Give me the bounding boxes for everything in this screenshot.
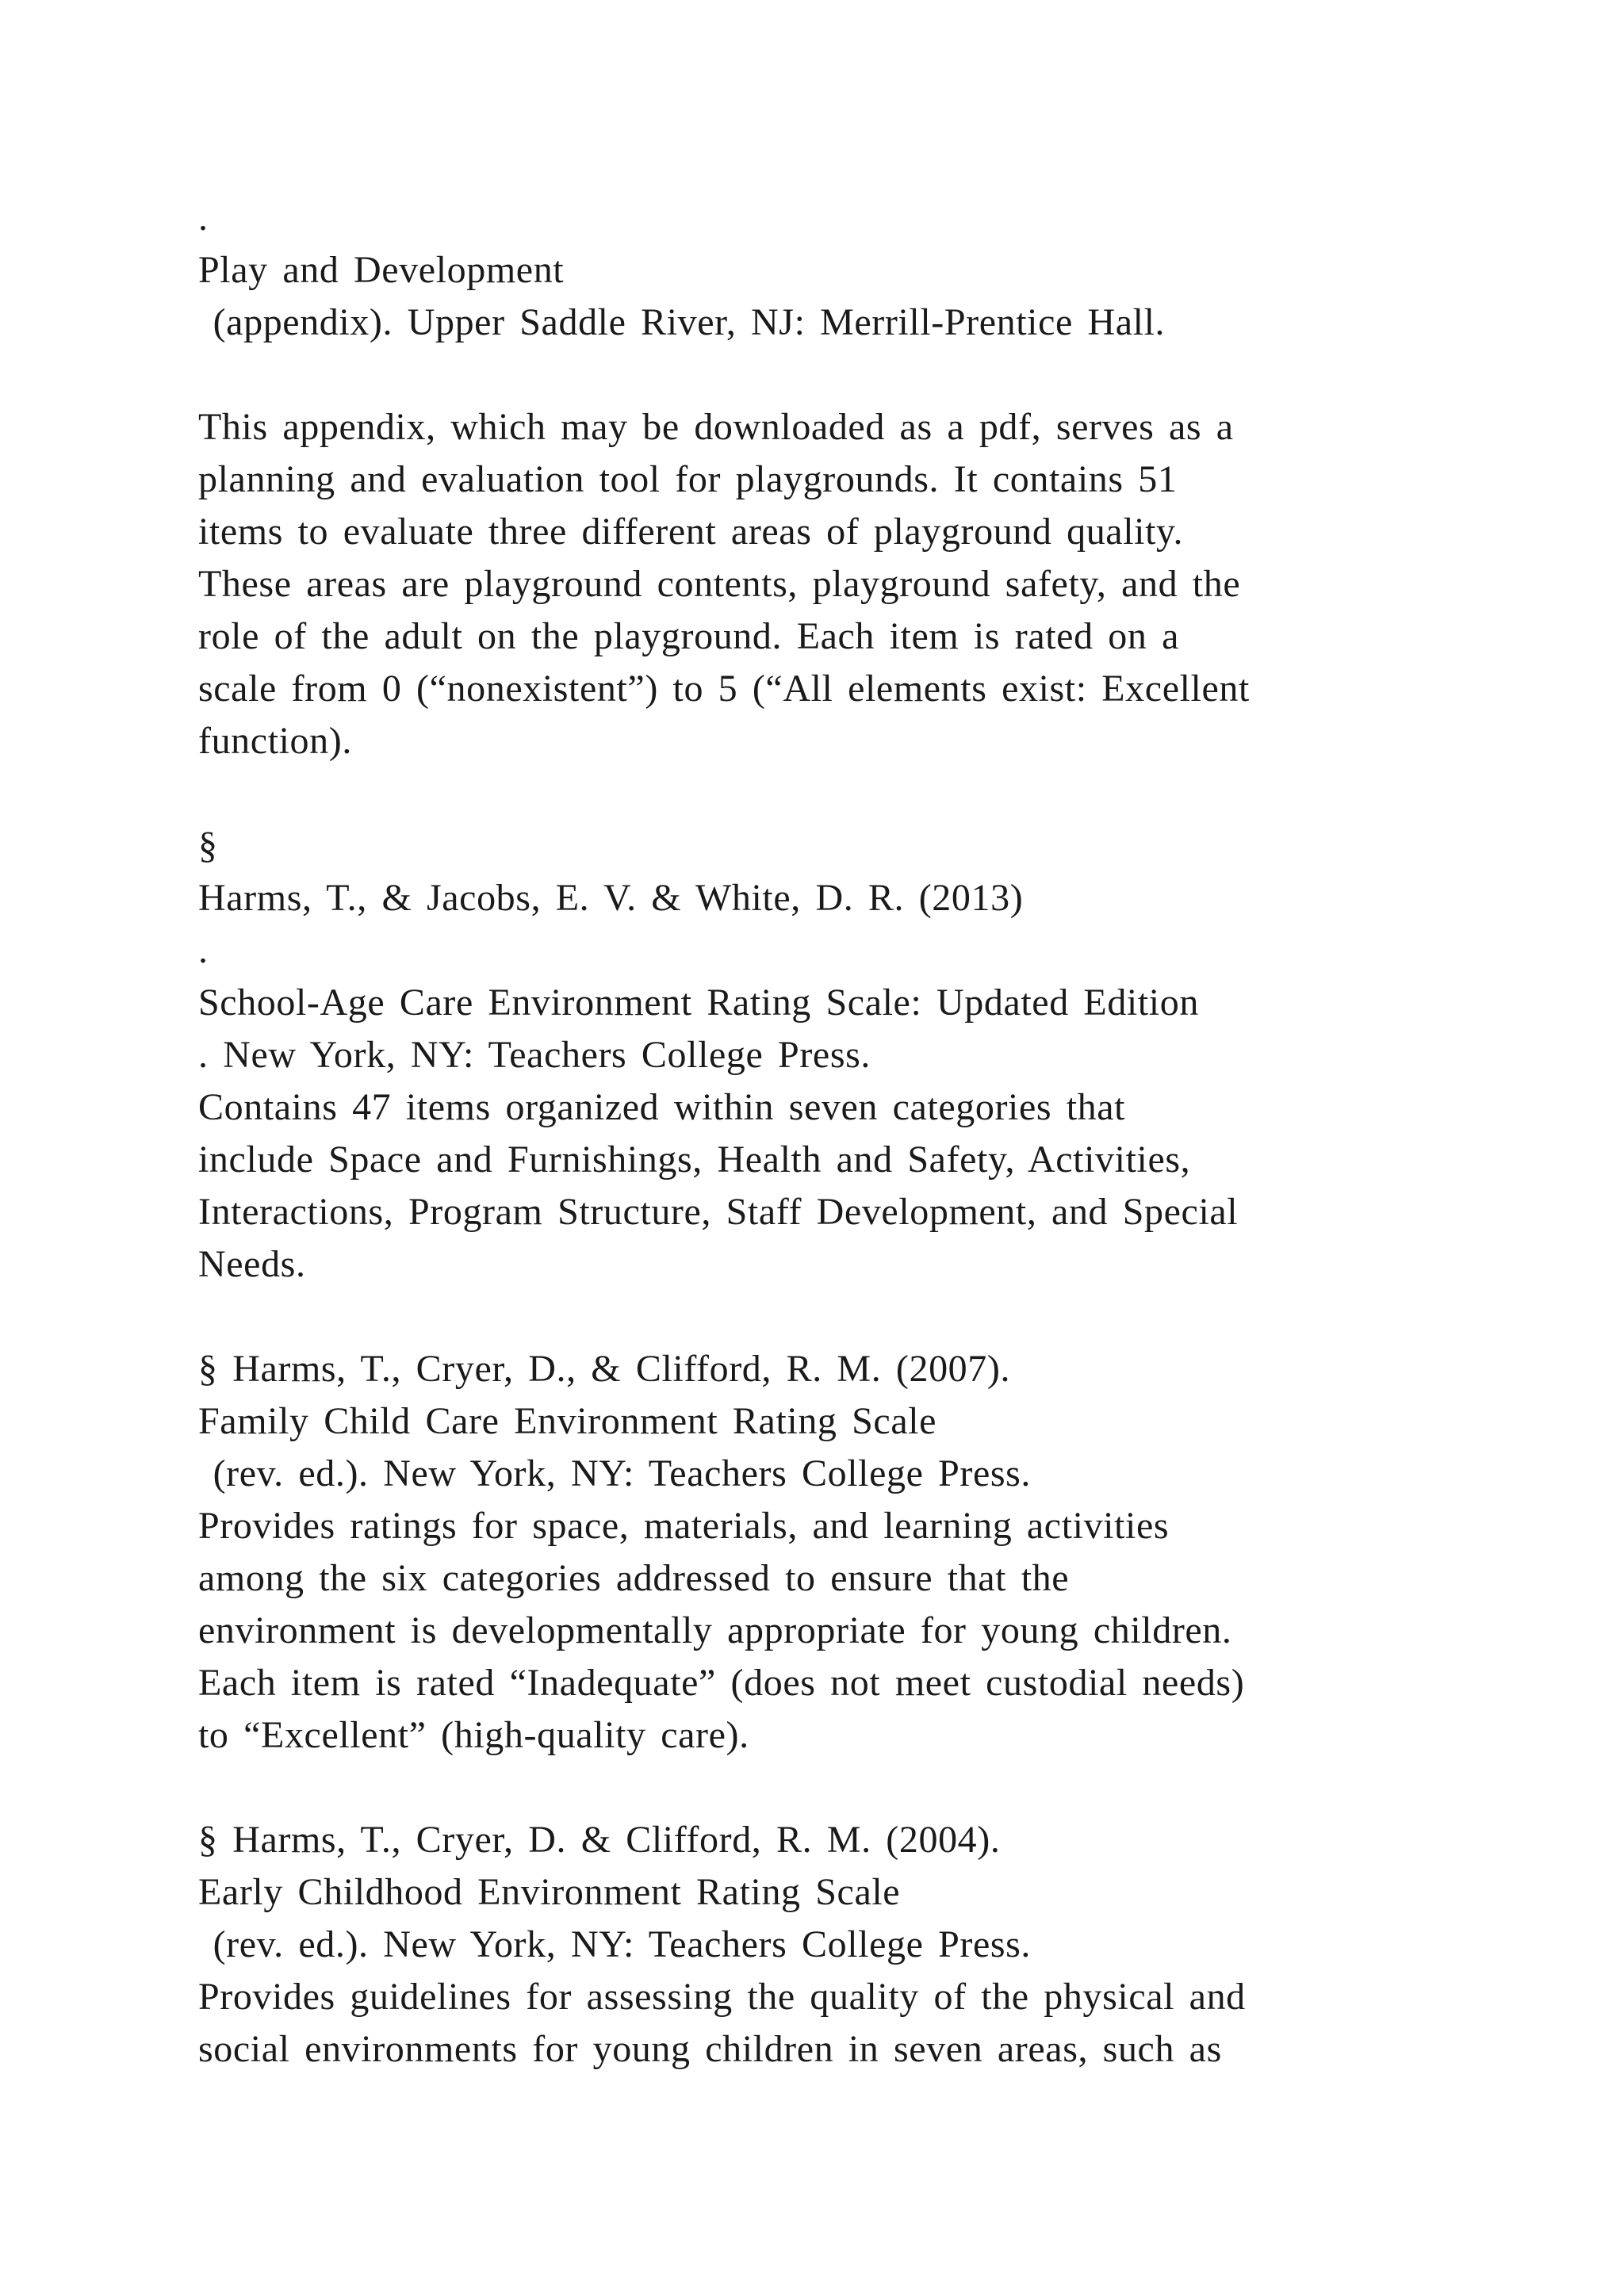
citation-line: § Harms, T., Cryer, D., & Clifford, R. M. (2007). — [198, 1348, 1011, 1390]
text-line: function). — [198, 720, 352, 762]
citation-line: Harms, T., & Jacobs, E. V. & White, D. R. (2013) — [198, 877, 1024, 919]
text-line: Provides ratings for space, materials, and learning activities — [198, 1505, 1170, 1547]
text-line: items to evaluate three different areas of playground quality. — [198, 511, 1184, 553]
text-line: Provides guidelines for assessing the quality of the physical and — [198, 1976, 1246, 2018]
text-line: Play and Development — [198, 249, 565, 291]
text-line: among the six categories addressed to ensure that the — [198, 1557, 1070, 1599]
blank-line — [198, 767, 1435, 820]
text-line: planning and evaluation tool for playgrounds. It contains 51 — [198, 458, 1178, 500]
blank-line — [198, 1291, 1435, 1343]
text-line: social environments for young children in seven areas, such as — [198, 2028, 1222, 2070]
text-line: Contains 47 items organized within seven categories that — [198, 1086, 1126, 1128]
text-line: . New York, NY: Teachers College Press. — [198, 1034, 871, 1076]
blank-line — [198, 1762, 1435, 1814]
citation-title: Early Childhood Environment Rating Scale — [198, 1871, 901, 1913]
text-line: environment is developmentally appropriate for young children. — [198, 1609, 1232, 1651]
text-line: Each item is rated “Inadequate” (does not meet custodial needs) — [198, 1662, 1245, 1704]
text-line: scale from 0 (“nonexistent”) to 5 (“All elements exist: Excellent — [198, 668, 1250, 710]
citation-line: § Harms, T., Cryer, D. & Clifford, R. M. (2004). — [198, 1819, 1001, 1861]
text-line: include Space and Furnishings, Health and Safety, Activities, — [198, 1138, 1191, 1181]
text-line: Interactions, Program Structure, Staff Development, and Special — [198, 1191, 1239, 1233]
document-page — [198, 192, 1435, 2076]
blank-line — [198, 349, 1435, 401]
text-line: This appendix, which may be downloaded as a pdf, serves as a — [198, 406, 1234, 448]
citation-title: Family Child Care Environment Rating Scale — [198, 1400, 937, 1442]
text-line: (appendix). Upper Saddle River, NJ: Merrill-Prentice Hall. — [198, 301, 1166, 343]
text-line: . — [198, 929, 209, 971]
text-line: These areas are playground contents, playground safety, and the — [198, 563, 1241, 605]
text-line: (rev. ed.). New York, NY: Teachers College Press. — [198, 1452, 1032, 1494]
citation-title: School-Age Care Environment Rating Scale: Updated Edition — [198, 982, 1199, 1024]
text-line: role of the adult on the playground. Each item is rated on a — [198, 615, 1179, 657]
section-mark: § — [198, 825, 218, 867]
text-line: . — [198, 197, 209, 239]
text-line: Needs. — [198, 1243, 306, 1285]
text-line: to “Excellent” (high-quality care). — [198, 1714, 749, 1756]
text-line: (rev. ed.). New York, NY: Teachers College Press. — [198, 1923, 1032, 1965]
